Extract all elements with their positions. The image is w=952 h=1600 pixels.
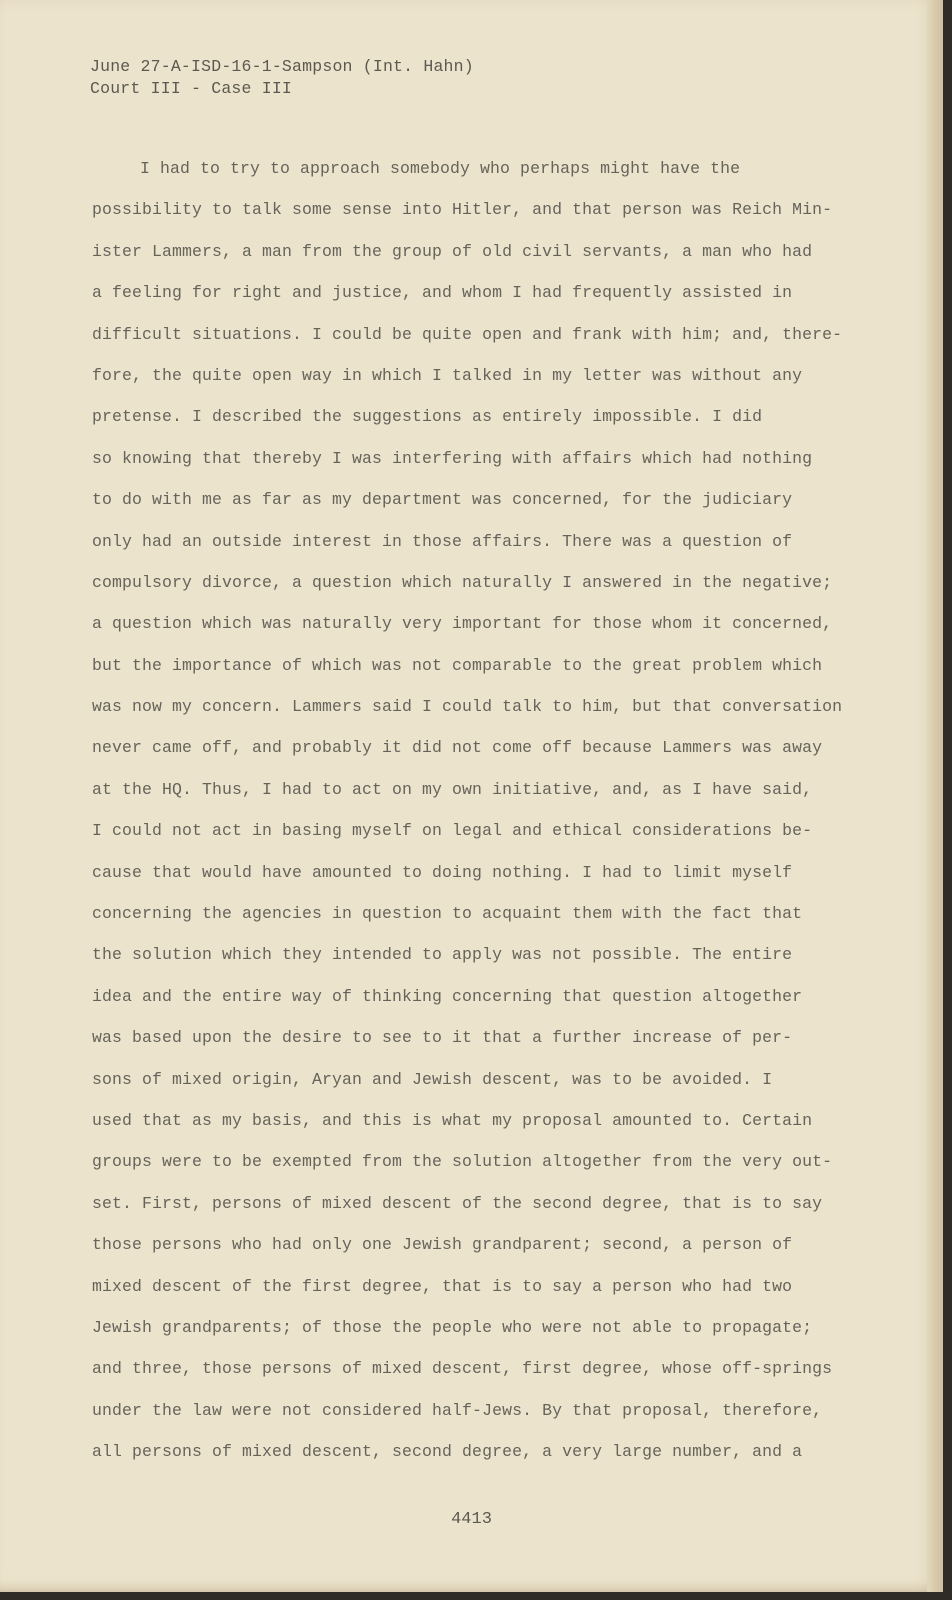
page-number: 4413 — [451, 1510, 492, 1529]
body-line: at the HQ. Thus, I had to act on my own initiative, and, as I have said, — [92, 779, 813, 799]
body-line: cause that would have amounted to doing nothing. I had to limit myself — [92, 862, 793, 882]
document-header — [90, 56, 474, 100]
body-line: pretense. I described the suggestions as entirely impossible. I did — [92, 407, 763, 427]
body-line: to do with me as far as my department was concerned, for the judiciary — [92, 490, 793, 510]
body-line: only had an outside interest in those affairs. There was a question of — [92, 531, 793, 551]
body-line: a question which was naturally very important for those whom it concerned, — [92, 614, 833, 634]
body-line: and three, those persons of mixed descent, first degree, whose off-springs — [92, 1359, 833, 1379]
body-line: difficult situations. I could be quite open and frank with him; and, there- — [92, 324, 843, 344]
transcript-body — [92, 156, 882, 1481]
body-line: those persons who had only one Jewish grandparent; second, a person of — [92, 1235, 793, 1255]
body-line: I had to try to approach somebody who perhaps might have the — [140, 159, 741, 178]
body-line: was based upon the desire to see to it that a further increase of per- — [92, 1028, 793, 1048]
body-line: mixed descent of the first degree, that is to say a person who had two — [92, 1276, 793, 1296]
page-edge — [927, 0, 943, 1592]
body-line: used that as my basis, and this is what my proposal amounted to. Certain — [92, 1110, 813, 1130]
body-line: possibility to talk some sense into Hitler, and that person was Reich Min- — [92, 200, 833, 220]
body-line: Jewish grandparents; of those the people who were not able to propagate; — [92, 1317, 813, 1337]
body-line: under the law were not considered half-Jews. By that proposal, therefore, — [92, 1400, 823, 1420]
header-line-2: Court III - Case III — [90, 79, 293, 98]
body-line: so knowing that thereby I was interfering with affairs which had nothing — [92, 448, 813, 468]
body-line: ister Lammers, a man from the group of old civil servants, a man who had — [92, 241, 813, 261]
body-line: sons of mixed origin, Aryan and Jewish descent, was to be avoided. I — [92, 1069, 773, 1089]
body-line: groups were to be exempted from the solution altogether from the very out- — [92, 1152, 833, 1172]
body-line: I could not act in basing myself on legal and ethical considerations be- — [92, 821, 813, 841]
body-line: the solution which they intended to apply was not possible. The entire — [92, 945, 793, 965]
body-line: never came off, and probably it did not come off because Lammers was away — [92, 738, 823, 758]
body-line: was now my concern. Lammers said I could talk to him, but that conversation — [92, 697, 843, 717]
body-line: concerning the agencies in question to acquaint them with the fact that — [92, 904, 803, 924]
body-line: a feeling for right and justice, and whom I had frequently assisted in — [92, 283, 793, 303]
body-line: idea and the entire way of thinking concerning that question altogether — [92, 986, 803, 1006]
body-line: compulsory divorce, a question which naturally I answered in the negative; — [92, 572, 833, 592]
body-line: all persons of mixed descent, second degree, a very large number, and a — [92, 1442, 803, 1462]
header-line-1: June 27-A-ISD-16-1-Sampson (Int. Hahn) — [90, 57, 474, 76]
body-line: but the importance of which was not comparable to the great problem which — [92, 655, 823, 675]
body-line: fore, the quite open way in which I talked in my letter was without any — [92, 365, 803, 385]
body-line: set. First, persons of mixed descent of the second degree, that is to say — [92, 1193, 823, 1213]
